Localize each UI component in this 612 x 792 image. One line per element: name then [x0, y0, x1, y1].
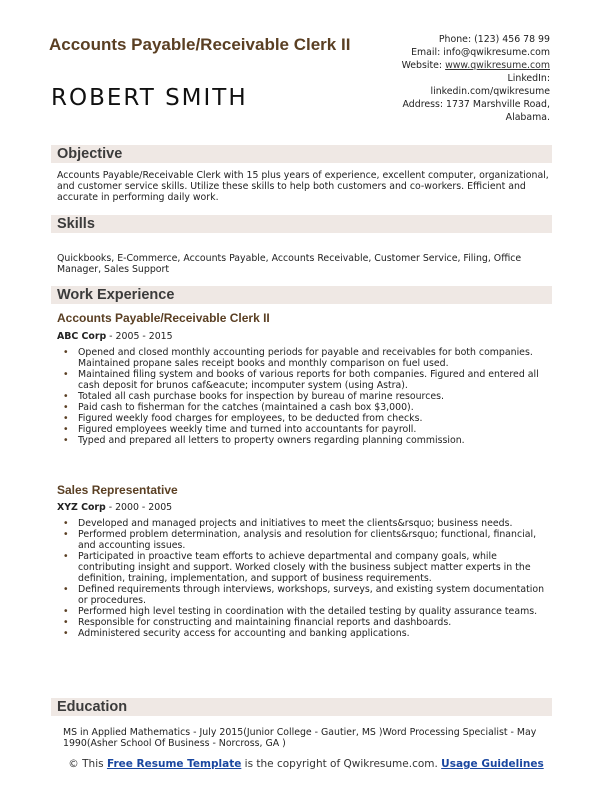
contact-address-line1: Address: 1737 Marshville Road,: [402, 99, 550, 110]
list-item: • Totaled all cash purchase books for inspection by bureau of marine resources.: [63, 391, 549, 402]
section-heading-work-experience: Work Experience: [57, 287, 175, 303]
linkedin-link[interactable]: linkedin.com/qwikresume: [430, 86, 550, 97]
section-heading-skills: Skills: [57, 216, 95, 232]
usage-guidelines-link[interactable]: Usage Guidelines: [441, 758, 544, 770]
section-objective: [51, 145, 552, 163]
candidate-name: ROBERT SMITH: [51, 85, 248, 111]
job-bullets: [63, 518, 549, 639]
job-dates: - 2005 - 2015: [106, 331, 173, 342]
job-company: ABC Corp: [57, 331, 107, 342]
website-link[interactable]: www.qwikresume.com: [445, 60, 550, 71]
list-item: • Administered security access for accounting and banking applications.: [63, 628, 549, 639]
section-skills: [51, 215, 552, 233]
list-item: • Figured weekly food charges for employees, to be deducted from checks.: [63, 413, 549, 424]
list-item: • Performed high level testing in coordination with the detailed testing by quality assurance teams.: [63, 606, 549, 617]
list-item: • Developed and managed projects and initiatives to meet the clients&rsquo; business needs.: [63, 518, 549, 529]
linkedin-label: LinkedIn:: [507, 73, 550, 84]
job-company-line: [57, 331, 173, 342]
job-dates: - 2000 - 2005: [105, 502, 173, 513]
objective-text: Accounts Payable/Receivable Clerk with 15 plus years of experience, excellent computer, organizational, and customer service skills. Utilize these skills to help both customers and co-workers. Efficient and accurate in performing daily work.: [57, 170, 549, 203]
section-work-experience: [51, 286, 552, 304]
contact-email: Email: info@qwikresume.com: [411, 47, 550, 58]
contact-address-line2: Alabama.: [505, 112, 550, 123]
footer-copyright: [0, 758, 612, 771]
education-text: MS in Applied Mathematics - July 2015(Junior College - Gautier, MS )Word Processing Specialist - May 1990(Asher School Of Business - Norcross, GA ): [63, 727, 537, 749]
contact-phone: Phone: (123) 456 78 99: [438, 34, 550, 45]
list-item: • Participated in proactive team efforts to achieve departmental and company goals, while contributing insight and support. Worked closely with the business subject matter experts in the definition, training, implementation, and support of business requirements.: [63, 551, 549, 584]
job-title: Sales Representative: [57, 483, 178, 497]
job-company: XYZ Corp: [57, 502, 106, 513]
list-item: • Paid cash to fisherman for the catches (maintained a cash box $3,000).: [63, 402, 549, 413]
footer-prefix: © This: [68, 758, 107, 770]
footer-middle: is the copyright of Qwikresume.com.: [241, 758, 442, 770]
free-resume-template-link[interactable]: Free Resume Template: [106, 758, 242, 770]
resume-title: Accounts Payable/Receivable Clerk II: [49, 35, 351, 54]
list-item: • Performed problem determination, analysis and resolution for clients&rsquo; functional, financial, and accounting issues.: [63, 529, 549, 551]
list-item: • Responsible for constructing and maintaining financial reports and dashboards.: [63, 617, 549, 628]
contact-block: [330, 33, 550, 124]
section-heading-objective: Objective: [57, 146, 123, 162]
job-bullets: [63, 347, 549, 446]
job-company-line: [57, 502, 172, 513]
list-item: • Figured employees weekly time and turned into accountants for payroll.: [63, 424, 549, 435]
section-heading-education: Education: [57, 699, 128, 715]
website-label: Website:: [401, 60, 443, 71]
skills-text: Quickbooks, E-Commerce, Accounts Payable, Accounts Receivable, Customer Service, Filing, Office Manager, Sales Support: [57, 253, 522, 275]
contact-website: [330, 59, 550, 72]
list-item: • Typed and prepared all letters to property owners regarding planning commission.: [63, 435, 549, 446]
job-title: Accounts Payable/Receivable Clerk II: [57, 311, 270, 325]
list-item: • Maintained filing system and books of various reports for both companies. Figured and entered all cash deposit for brunos caf&eacute; incomputer system (using Astra).: [63, 369, 549, 391]
section-education: [51, 698, 552, 716]
list-item: • Defined requirements through interviews, workshops, surveys, and existing system documentation or procedures.: [63, 584, 549, 606]
list-item: • Opened and closed monthly accounting periods for payable and receivables for both companies. Maintained propane sales receipt books and monthly comparison on fuel used.: [63, 347, 549, 369]
